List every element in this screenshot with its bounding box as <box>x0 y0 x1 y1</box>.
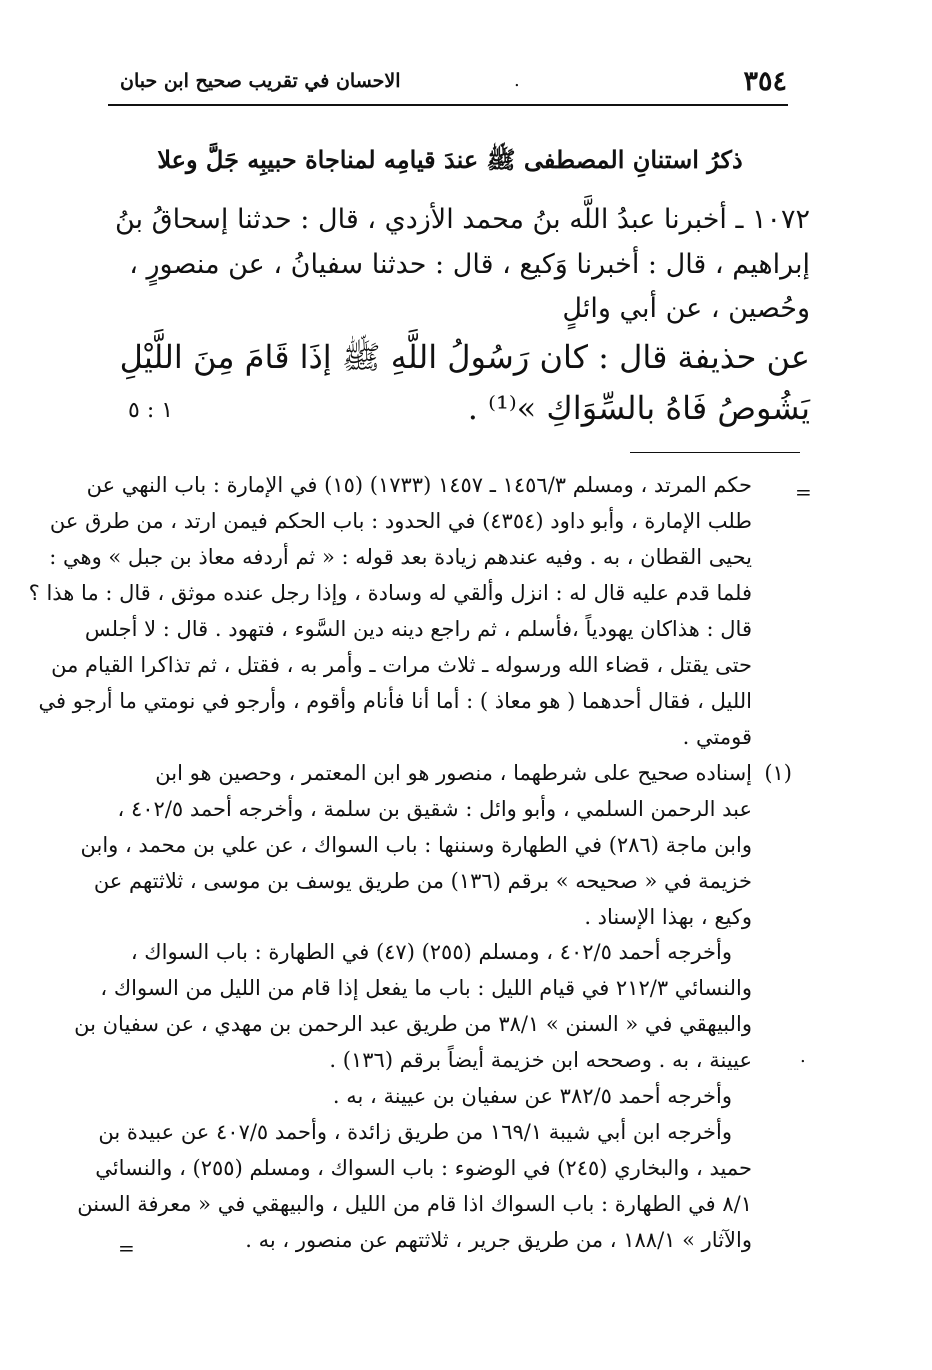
footnote-rule <box>630 452 800 453</box>
header-rule <box>108 104 788 106</box>
footnote-para-line: والآثار » ١٨٨/١ ، من طريق جرير ، ثلاثتهم عن منصور ، به . <box>245 1228 752 1252</box>
footnote-para-line: حميد ، والبخاري (٢٤٥) في الوضوء : باب السواك ، ومسلم (٢٥٥) ، والنسائي <box>95 1156 752 1180</box>
margin-dot: . <box>800 1046 806 1067</box>
footnote-para-line: ٨/١ في الطهارة : باب السواك اذا قام من الليل ، والبيهقي في « معرفة السنن <box>77 1192 752 1216</box>
isnad-line-3: وحُصين ، عن أبي وائلٍ <box>562 293 810 324</box>
footnote-1-line: خزيمة في « صحيحه » برقم (١٣٦) من طريق يوسف بن موسى ، ثلاثتهم عن <box>93 869 752 893</box>
footnote-para-line: والبيهقي في « السنن » ٣٨/١ من طريق عبد الرحمن بن مهدي ، عن سفيان بن <box>74 1012 752 1036</box>
footnote-cont-line: الليل ، فقال أحدهما ( هو معاذ ) : أما أنا فأنام وأقوم ، وأرجو في نومتي ما أرجو في <box>38 689 752 713</box>
cross-reference: ١ : ٥ <box>128 398 174 423</box>
footnote-1-line: وابن ماجة (٢٨٦) في الطهارة وسننها : باب السواك ، عن علي بن محمد ، وابن <box>80 833 752 857</box>
footnote-number: (١) <box>764 761 792 785</box>
footnote-cont-line: فلما قدم عليه قال له : انزل وألقي له وسادة ، وإذا رجل عنده موثق ، قال : ما هذا ؟ <box>28 581 752 605</box>
page-number: ٣٥٤ <box>743 66 787 97</box>
isnad-line-1: ١٠٧٢ ـ أخبرنا عبدُ اللَّه بنُ محمد الأزدي ، قال : حدثنا إسحاقُ بنُ <box>115 204 810 235</box>
isnad-line-2: إبراهيم ، قال : أخبرنا وَكيع ، قال : حدثنا سفيانُ ، عن منصورٍ ، <box>129 249 810 280</box>
footnote-para-line: وأخرجه ابن أبي شيبة ١٦٩/١ من طريق زائدة ، وأحمد ٤٠٧/٥ عن عبيدة بن <box>98 1120 732 1144</box>
continuation-mark: = <box>795 480 812 504</box>
footnote-para-line: عيينة ، به . وصححه ابن خزيمة أيضاً برقم (١٣٦) . <box>329 1048 752 1072</box>
matn-line-1: عن حذيفة قال : كان رَسُولُ اللَّهِ ﷺ إذَا قَامَ مِنَ اللَّيْلِ <box>119 338 810 376</box>
footnote-1-line: عبد الرحمن السلمي ، وأبو وائل : شقيق بن سلمة ، وأخرجه أحمد ٤٠٢/٥ ، <box>117 797 752 821</box>
footnote-para-line: وأخرجه أحمد ٣٨٢/٥ عن سفيان بن عيينة ، به . <box>332 1084 732 1108</box>
footnote-para-line: وأخرجه أحمد ٤٠٢/٥ ، ومسلم (٢٥٥) (٤٧) في الطهارة : باب السواك ، <box>130 940 732 964</box>
footnote-cont-line: طلب الإمارة ، وأبو داود (٤٣٥٤) في الحدود : باب الحكم فيمن ارتد ، من طرق عن <box>49 509 752 533</box>
footnote-cont-line: قال : هذاكان يهودياً ،فأسلم ، ثم راجع دينه دين السَّوء ، فتهود . قال : لا أجلس <box>84 617 752 641</box>
continuation-mark: = <box>118 1236 135 1260</box>
footnote-cont-line: قومتي . <box>682 725 752 749</box>
footnote-cont-line: حكم المرتد ، ومسلم ١٤٥٦/٣ ـ ١٤٥٧ (١٧٣٣) (١٥) في الإمارة : باب النهي عن <box>86 473 752 497</box>
header-dot: . <box>514 70 520 91</box>
chapter-title: ذكرُ استنانِ المصطفى ﷺ عندَ قيامِه لمناجاة حبيبِه جَلَّ وعلا <box>157 145 743 174</box>
footnote-cont-line: حتى يقتل ، قضاء الله ورسوله ـ ثلاث مرات ـ وأمر به ، فقتل ، ثم تذاكرا القيام من <box>51 653 752 677</box>
footnote-1-line: إسناده صحيح على شرطهما ، منصور هو ابن المعتمر ، وحصين هو ابن <box>155 761 752 785</box>
matn-line-2: يَشُوصُ فَاهُ بالسِّوَاكِ »⁽¹⁾ . <box>467 389 810 427</box>
footnote-cont-line: يحيى القطان ، به . وفيه عندهم زيادة بعد قوله : « ثم أردفه معاذ بن جبل » وهي : <box>49 545 752 569</box>
book-title: الاحسان في تقريب صحيح ابن حبان <box>120 70 401 92</box>
footnote-1-line: وكيع ، بهذا الإسناد . <box>584 905 752 929</box>
footnote-para-line: والنسائي ٢١٢/٣ في قيام الليل : باب ما يفعل إذا قام من الليل من السواك ، <box>100 976 752 1000</box>
